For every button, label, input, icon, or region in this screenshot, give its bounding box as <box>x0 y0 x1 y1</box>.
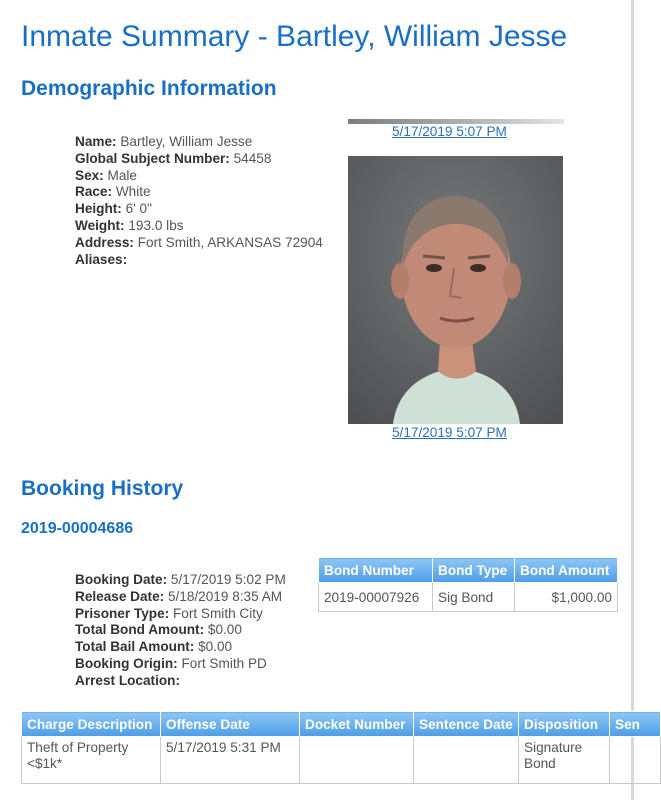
charge-table <box>21 711 661 784</box>
race-row <box>75 184 323 201</box>
field-value: 6' 0" <box>125 201 152 217</box>
table-row <box>22 737 661 784</box>
disposition-cell: Signature Bond <box>519 737 610 784</box>
height-row <box>75 201 323 218</box>
total-bail-row <box>75 639 286 656</box>
mugshot-image <box>348 156 563 424</box>
field-label: Total Bond Amount: <box>75 622 205 638</box>
field-value: Male <box>107 167 137 183</box>
field-label: Weight: <box>75 217 125 233</box>
field-label: Height: <box>75 201 122 217</box>
disposition-header: Disposition <box>519 712 610 737</box>
field-value: 5/18/2019 8:35 AM <box>167 588 283 604</box>
page-title: Inmate Summary - Bartley, William Jesse <box>21 20 568 53</box>
page-edge <box>631 0 634 800</box>
demographic-info <box>75 134 323 268</box>
global-subject-number-row <box>75 151 323 168</box>
mugshot-photo <box>348 156 563 424</box>
field-label: Race: <box>75 184 113 200</box>
sex-row <box>75 168 323 185</box>
sentence-header: Sen <box>610 712 661 737</box>
field-value: 54458 <box>233 150 272 166</box>
charge-description-cell: Theft of Property <$1k* <box>22 737 161 784</box>
table-row <box>319 583 618 612</box>
field-label: Sex: <box>75 167 104 183</box>
field-value: 193.0 lbs <box>128 217 184 233</box>
photo-date-link-bottom[interactable]: 5/17/2019 5:07 PM <box>392 425 507 440</box>
field-label: Name: <box>75 134 117 149</box>
bond-type-header: Bond Type <box>433 558 515 583</box>
docket-number-header: Docket Number <box>300 712 414 737</box>
field-label: Booking Date: <box>75 572 168 587</box>
bond-table <box>318 557 618 612</box>
field-value: Bartley, William Jesse <box>120 134 253 149</box>
docket-number-cell <box>300 737 414 784</box>
aliases-row <box>75 252 323 269</box>
field-label: Prisoner Type: <box>75 605 170 621</box>
field-value: Fort Smith City <box>172 605 263 621</box>
field-value: 5/17/2019 5:02 PM <box>170 572 286 587</box>
field-value: Fort Smith, ARKANSAS 72904 <box>137 234 323 250</box>
demographic-heading: Demographic Information <box>21 77 277 100</box>
charge-table-header-row <box>22 712 661 737</box>
field-value: Fort Smith PD <box>181 655 267 671</box>
sentence-date-header: Sentence Date <box>414 712 519 737</box>
booking-date-row <box>75 572 286 589</box>
booking-info <box>75 572 286 690</box>
bond-number-cell: 2019-00007926 <box>319 583 433 612</box>
field-label: Aliases: <box>75 251 128 267</box>
charge-table-container[interactable] <box>21 711 640 784</box>
arrest-location-row <box>75 673 286 690</box>
field-label: Booking Origin: <box>75 655 178 671</box>
bond-table-header-row <box>319 558 618 583</box>
photo-date-link-top[interactable]: 5/17/2019 5:07 PM <box>392 124 507 139</box>
bond-amount-cell: $1,000.00 <box>515 583 618 612</box>
release-date-row <box>75 589 286 606</box>
sentence-cell <box>610 737 661 784</box>
sentence-date-cell <box>414 737 519 784</box>
bond-number-header: Bond Number <box>319 558 433 583</box>
offense-date-header: Offense Date <box>161 712 300 737</box>
address-row <box>75 235 323 252</box>
field-label: Release Date: <box>75 588 165 604</box>
booking-number: 2019-00004686 <box>21 520 134 537</box>
name-row <box>75 134 323 151</box>
field-label: Address: <box>75 234 134 250</box>
weight-row <box>75 218 323 235</box>
total-bond-row <box>75 622 286 639</box>
field-label: Total Bail Amount: <box>75 639 195 655</box>
prisoner-type-row <box>75 606 286 623</box>
offense-date-cell: 5/17/2019 5:31 PM <box>161 737 300 784</box>
field-value: White <box>115 184 151 200</box>
field-label: Arrest Location: <box>75 672 180 688</box>
bond-amount-header: Bond Amount <box>515 558 618 583</box>
field-value: $0.00 <box>198 639 233 655</box>
booking-origin-row <box>75 656 286 673</box>
booking-history-heading: Booking History <box>21 477 184 500</box>
charge-description-header: Charge Description <box>22 712 161 737</box>
field-label: Global Subject Number: <box>75 150 230 166</box>
field-value: $0.00 <box>207 622 242 638</box>
bond-type-cell: Sig Bond <box>433 583 515 612</box>
